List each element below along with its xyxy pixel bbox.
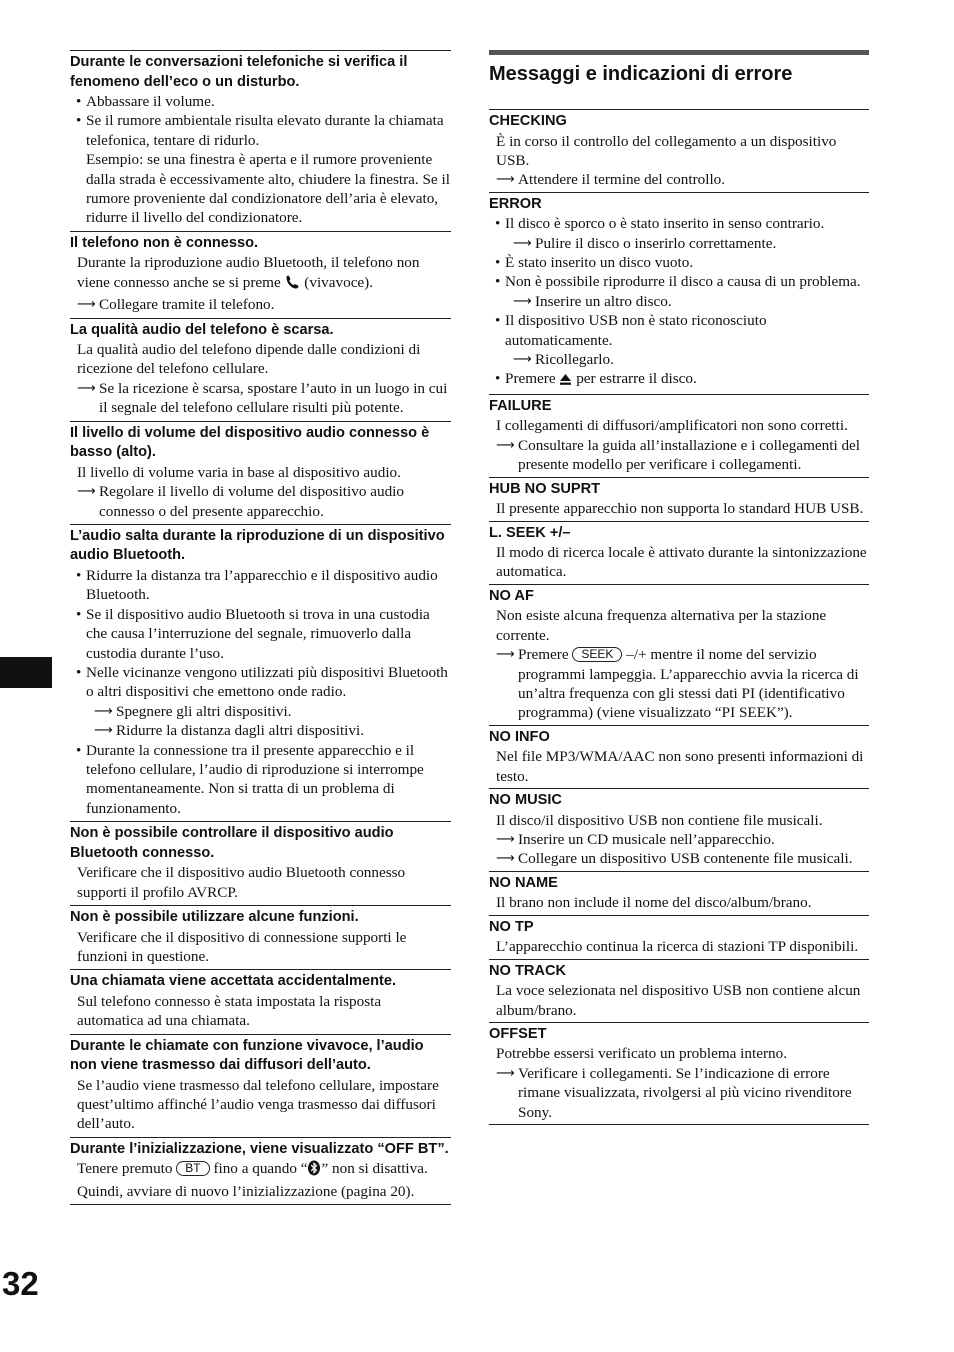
arrow-right-icon: ⟶ xyxy=(94,703,113,719)
arrow-item: ⟶ Spegnere gli altri dispositivi. xyxy=(94,702,292,720)
section-handsfree-no-audio xyxy=(70,1034,451,1137)
body-text: Non esiste alcuna frequenza alternativa per la stazione corrente. xyxy=(496,607,827,644)
body-text: Il livello di volume varia in base al dispositivo audio. xyxy=(77,463,401,481)
section-heading: L’audio salta durante la riproduzione di un dispositivo audio Bluetooth. xyxy=(70,527,445,564)
section-heading: Non è possibile utilizzare alcune funzioni. xyxy=(70,909,359,925)
arrow-item: ⟶ Pulire il disco o inserirlo correttamente. xyxy=(513,234,777,252)
body-text: La qualità audio del telefono dipende dalle condizioni di ricezione del telefono cellulare. xyxy=(77,341,421,378)
section-heading: Non è possibile controllare il dispositivo audio Bluetooth connesso. xyxy=(70,825,394,861)
body-text: L’apparecchio continua la ricerca di stazioni TP disponibili. xyxy=(496,938,859,956)
bullet-item: • Premere per estrarre il disco. xyxy=(489,369,869,391)
arrow-item: ⟶ Collegare tramite il telefono. xyxy=(77,296,275,314)
section-heading: HUB NO SUPRT xyxy=(489,480,601,497)
body-text xyxy=(77,253,451,295)
section-no-music xyxy=(489,788,869,871)
section-heading: Durante l’inizializzazione, viene visualizzato “OFF BT”. xyxy=(70,1140,449,1157)
bt-button-label: BT xyxy=(176,1161,209,1176)
arrow-right-icon: ⟶ xyxy=(94,723,113,739)
arrow-item: ⟶ Regolare il livello di volume del dispositivo audio connesso o del presente apparecchio. xyxy=(77,483,404,520)
section-cannot-use-functions xyxy=(70,905,451,969)
section-failure xyxy=(489,394,869,477)
arrow-item: ⟶ Verificare i collegamenti. Se l’indicazione di errore rimane visualizzata, rivolgersi al più vicino rivenditore Sony. xyxy=(496,1064,852,1121)
body-text: La voce selezionata nel dispositivo USB non contiene alcun album/brano. xyxy=(496,982,861,1019)
section-offset xyxy=(489,1022,869,1125)
body-text: Verificare che il dispositivo di connessione supporti le funzioni in questione. xyxy=(77,928,407,965)
section-no-af xyxy=(489,584,869,725)
section-heading: OFFSET xyxy=(489,1025,547,1042)
bullet-item: • Nelle vicinanze vengono utilizzati più dispositivi Bluetooth o altri dispositivi che emettono onde radio. xyxy=(70,663,451,702)
section-heading: NO TP xyxy=(489,918,534,935)
arrow-right-icon: ⟶ xyxy=(496,851,515,867)
left-column xyxy=(70,50,451,1205)
arrow-right-icon: ⟶ xyxy=(77,380,96,396)
section-heading: Durante le conversazioni telefoniche si verifica il fenomeno dell’eco o un disturbo. xyxy=(70,54,408,90)
body-text: Il brano non include il nome del disco/album/brano. xyxy=(496,894,812,912)
section-l-seek xyxy=(489,521,869,584)
section-heading: NO TRACK xyxy=(489,962,567,979)
side-tab-marker xyxy=(0,657,52,688)
page-title: Messaggi e indicazioni di errore xyxy=(489,63,793,85)
arrow-right-icon: ⟶ xyxy=(496,1065,515,1081)
body-text: Verificare che il dispositivo audio Bluetooth connesso supporti il profilo AVRCP. xyxy=(77,864,406,901)
example-text: Esempio: se una finestra è aperta e il rumore proveniente dalla strada è eccessivamente alto, chiudere la finestra. Se il rumore proveniente dal condizionatore dell’aria è elevato, ridurre il livello del condizionatore. xyxy=(86,151,450,227)
arrow-right-icon: ⟶ xyxy=(496,437,515,453)
body-text: È in corso il controllo del collegamento a un dispositivo USB. xyxy=(496,132,837,169)
bullet-item: • Durante la connessione tra il presente apparecchio e il telefono cellulare, l’audio di riproduzione si interrompe momentaneamente. Non si tratta di un problema di funzionamento. xyxy=(70,741,451,819)
arrow-right-icon: ⟶ xyxy=(513,293,532,309)
body-text-part: (vivavoce). xyxy=(304,273,374,291)
section-off-bt xyxy=(70,1137,451,1205)
arrow-right-icon: ⟶ xyxy=(496,172,515,188)
arrow-right-icon: ⟶ xyxy=(77,297,96,313)
section-call-accepted-accidentally xyxy=(70,969,451,1033)
eject-icon xyxy=(559,372,572,391)
section-heading: FAILURE xyxy=(489,397,552,414)
body-text: Tenere premuto BT fino a quando “ ” non si disattiva. Quindi, avviare di nuovo l’inizializzazione (pagina 20). xyxy=(77,1160,428,1200)
bullet-item: • Abbassare il volume. xyxy=(70,92,451,111)
section-heading: CHECKING xyxy=(489,113,567,129)
arrow-item: ⟶ Attendere il termine del controllo. xyxy=(496,171,726,189)
arrow-item: ⟶ Se la ricezione è scarsa, spostare l’auto in un luogo in cui il segnale del telefono cellulare risulti più potente. xyxy=(77,379,448,417)
arrow-right-icon: ⟶ xyxy=(496,831,515,847)
section-heading: ERROR xyxy=(489,195,542,212)
bullet-item: • Il dispositivo USB non è stato riconosciuto automaticamente. xyxy=(489,311,869,350)
arrow-item: ⟶ Ridurre la distanza dagli altri dispositivi. xyxy=(94,722,365,740)
body-text: Il presente apparecchio non supporta lo standard HUB USB. xyxy=(496,500,864,518)
section-no-name xyxy=(489,871,869,915)
arrow-item: ⟶ Collegare un dispositivo USB contenente file musicali. xyxy=(496,850,853,868)
section-heading: Una chiamata viene accettata accidentalmente. xyxy=(70,973,397,990)
section-heading: NO INFO xyxy=(489,728,550,745)
body-text: Sul telefono connesso è stata impostata la risposta automatica ad una chiamata. xyxy=(77,992,382,1030)
bullet-item: • Non è possibile riprodurre il disco a causa di un problema. xyxy=(489,272,869,291)
section-volume-level xyxy=(70,421,451,524)
section-echo-noise xyxy=(70,50,451,231)
body-text: Se l’audio viene trasmesso dal telefono cellulare, impostare quest’ultimo affinché l’audio venga trasmesso dai diffusori dell’auto. xyxy=(77,1076,439,1133)
arrow-right-icon: ⟶ xyxy=(77,484,96,500)
section-heading: NO NAME xyxy=(489,874,558,891)
arrow-right-icon: ⟶ xyxy=(496,647,515,663)
section-checking xyxy=(489,109,869,192)
body-text: I collegamenti di diffusori/amplificatori non sono corretti. xyxy=(496,417,848,435)
arrow-item: ⟶ Premere SEEK –/+ mentre il nome del servizio programmi lampeggia. L’apparecchio avvia la ricerca di un’altra frequenza con gli stessi dati PI (identificativo programma) (viene visualizzato “PI SEEK”). xyxy=(496,646,859,722)
bullet-item: • È stato inserito un disco vuoto. xyxy=(489,253,869,272)
section-phone-not-connected xyxy=(70,231,451,318)
seek-button-label: SEEK xyxy=(572,647,622,662)
arrow-item: ⟶ Inserire un altro disco. xyxy=(513,292,672,310)
bluetooth-icon xyxy=(307,1160,321,1181)
body-text: Potrebbe essersi verificato un problema interno. xyxy=(496,1045,788,1063)
bullet-item: • Ridurre la distanza tra l’apparecchio e il dispositivo audio Bluetooth. xyxy=(70,566,451,605)
section-audio-quality-poor xyxy=(70,318,451,421)
arrow-right-icon: ⟶ xyxy=(513,235,532,251)
page-number: 32 xyxy=(2,1265,39,1302)
body-text: Il modo di ricerca locale è attivato durante la sintonizzazione automatica. xyxy=(496,544,867,581)
section-heading: La qualità audio del telefono è scarsa. xyxy=(70,321,334,338)
section-error xyxy=(489,192,869,394)
title-rule xyxy=(489,50,869,55)
section-heading: NO MUSIC xyxy=(489,792,562,809)
arrow-item: ⟶ Inserire un CD musicale nell’apparecchio. xyxy=(496,830,775,848)
section-no-tp xyxy=(489,915,869,959)
section-heading: Il telefono non è connesso. xyxy=(70,234,259,251)
section-audio-skips xyxy=(70,524,451,821)
section-hub-no-suprt xyxy=(489,477,869,521)
bullet-item: • Il disco è sporco o è stato inserito in senso contrario. xyxy=(489,214,869,233)
arrow-right-icon: ⟶ xyxy=(513,352,532,368)
body-text: Nel file MP3/WMA/AAC non sono presenti informazioni di testo. xyxy=(496,748,864,785)
phone-handset-icon xyxy=(285,274,301,295)
section-heading: Durante le chiamate con funzione vivavoce, l’audio non viene trasmesso dai diffusori dell’auto. xyxy=(70,1037,424,1074)
bullet-item: • Se il dispositivo audio Bluetooth si trova in una custodia che causa l’interruzione del segnale, rimuoverlo dalla custodia durante l’uso. xyxy=(70,605,451,663)
right-column xyxy=(489,50,869,1125)
section-heading: L. SEEK +/– xyxy=(489,524,571,541)
arrow-item: ⟶ Ricollegarlo. xyxy=(513,351,614,369)
section-no-info xyxy=(489,725,869,788)
section-no-track xyxy=(489,959,869,1022)
body-text-part: Durante la riproduzione audio Bluetooth, il telefono non viene connesso anche se si preme xyxy=(77,254,420,291)
section-heading: NO AF xyxy=(489,587,534,604)
section-heading: Il livello di volume del dispositivo audio connesso è basso (alto). xyxy=(70,424,430,461)
section-cannot-control-device xyxy=(70,821,451,905)
body-text: Il disco/il dispositivo USB non contiene file musicali. xyxy=(496,811,823,829)
arrow-item: ⟶ Consultare la guida all’installazione e i collegamenti del presente modello per verificare i collegamenti. xyxy=(496,436,861,474)
bullet-item: • Se il rumore ambientale risulta elevato durante la chiamata telefonica, tentare di ridurlo. xyxy=(70,111,451,150)
